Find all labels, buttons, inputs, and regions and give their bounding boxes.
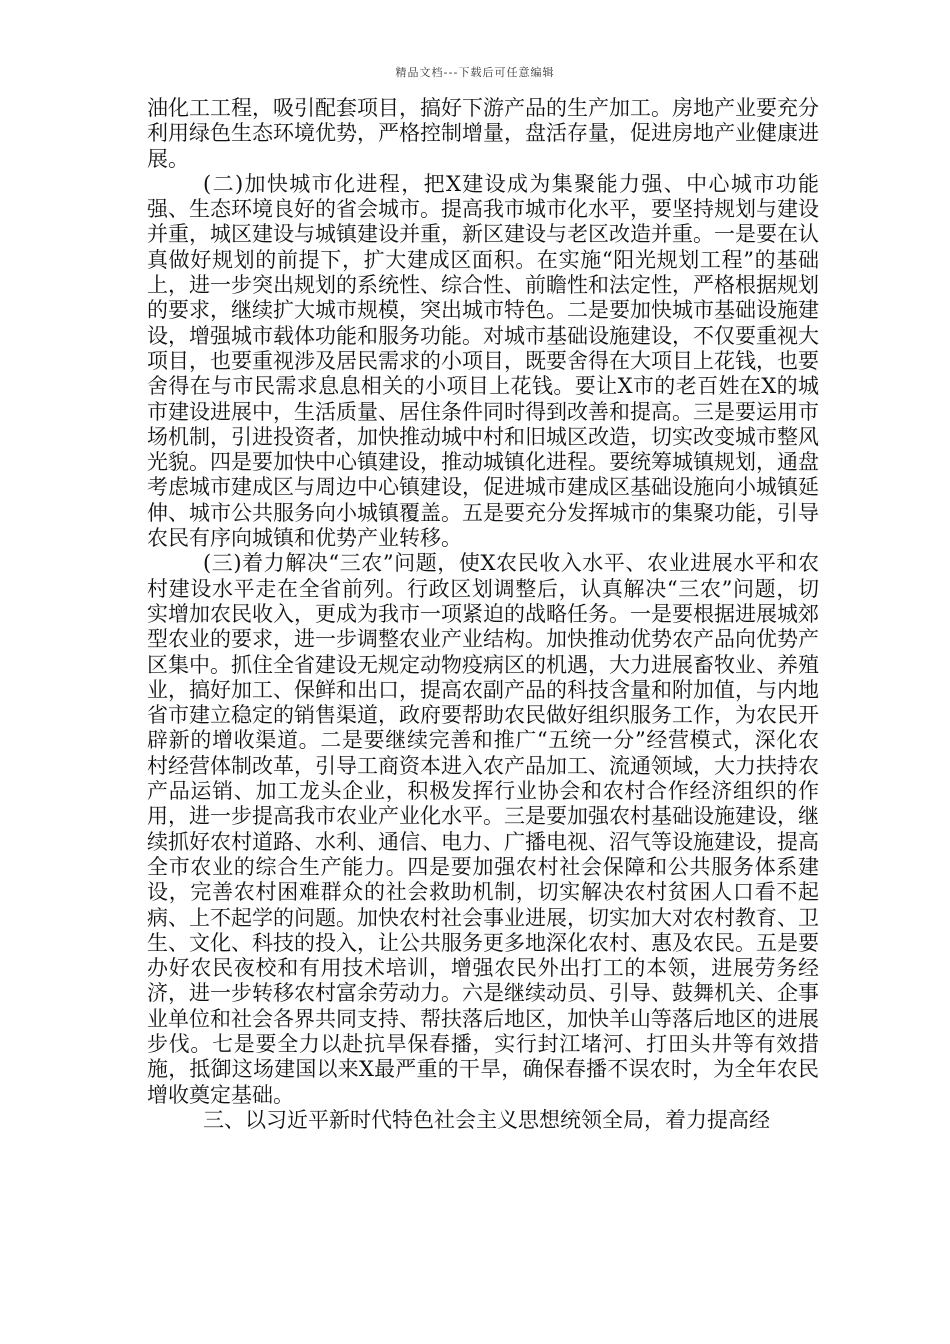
paragraph-4: 三、以习近平新时代特色社会主义思想统领全局，着力提高经 <box>203 1107 770 1132</box>
paragraph-3: (三)着力解决“三农”问题，使X农民收入水平、农业进展水平和农村建设水平走在全省前列。行政区划调整后，认真解决“三农”问题，切实增加农民收入，更成为我市一项紧迫的战略任务。一是要根据进展城郊型农业的要求，进一步调整农业产业结构。加快推动优势农产品向优势产区集中。抓住全省建设无规定动物疫病区的机遇，大力进展畜牧业、养殖业，搞好加工、保鲜和出口，提高农副产品的科技含量和附加值，与内地省市建立稳定的销售渠道，政府要帮助农民做好组织服务工作，为农民开辟新的增收渠道。二是要继续完善和推广“五统一分”经营模式，深化农村经营体制改革，引导工商资本进入农产品加工、流通领域，大力扶持农产品运销、加工龙头企业，积极发挥行业协会和农村合作经济组织的作用，进一步提高我市农业产业化水平。三是要加强农村基础设施建设，继续抓好农村道路、水利、通信、电力、广播电视、沼气等设施建设，提高全市农业的综合生产能力。四是要加强农村社会保障和公共服务体系建设，完善农村困难群众的社会救助机制，切实解决农村贫困人口看不起病、上不起学的问题。加快农村社会事业进展，切实加大对农村教育、卫生、文化、科技的投入，让公共服务更多地深化农村、惠及农民。五是要办好农民夜校和有用技术培训，增强农民外出打工的本领，进展劳务经济，进一步转移农村富余劳动力。六是继续动员、引导、鼓舞机关、企事业单位和社会各界共同支持、帮扶落后地区，加快羊山等落后地区的进展步伐。七是要全力以赴抗旱保春播，实行封江堵河、打田头井等有效措施，抵御这场建国以来X最严重的干旱，确保春播不误农时，为全年农民增收奠定基础。 <box>147 551 819 1107</box>
paragraph-1: 油化工工程，吸引配套项目，搞好下游产品的生产加工。房地产业要充分利用绿色生态环境优势，严格控制增量，盘活存量，促进房地产业健康进展。 <box>147 96 819 171</box>
paragraph-2: (二)加快城市化进程，把X建设成为集聚能力强、中心城市功能强、生态环境良好的省会城市。提高我市城市化水平，要坚持规划与建设并重，城区建设与城镇建设并重，新区建设与老区改造并重。一是要在认真做好规划的前提下，扩大建成区面积。在实施“阳光规划工程”的基础上，进一步突出规划的系统性、综合性、前瞻性和法定性，严格根据规划的要求，继续扩大城市规模，突出城市特色。二是要加快城市基础设施建设，增强城市载体功能和服务功能。对城市基础设施建设，不仅要重视大项目，也要重视涉及居民需求的小项目，既要舍得在大项目上花钱，也要舍得在与市民需求息息相关的小项目上花钱。要让X市的老百姓在X的城市建设进展中，生活质量、居住条件同时得到改善和提高。三是要运用市场机制，引进投资者，加快推动城中村和旧城区改造，切实改变城市整风光貌。四是要加快中心镇建设，推动城镇化进程。要统筹城镇规划，通盘考虑城市建成区与周边中心镇建设，促进城市建成区基础设施向小城镇延伸、城市公共服务向小城镇覆盖。五是要充分发挥城市的集聚功能，引导农民有序向城镇和优势产业转移。 <box>147 171 819 551</box>
page-header: 精品文档---下载后可任意编辑 <box>395 66 555 79</box>
document-body <box>147 96 819 1133</box>
